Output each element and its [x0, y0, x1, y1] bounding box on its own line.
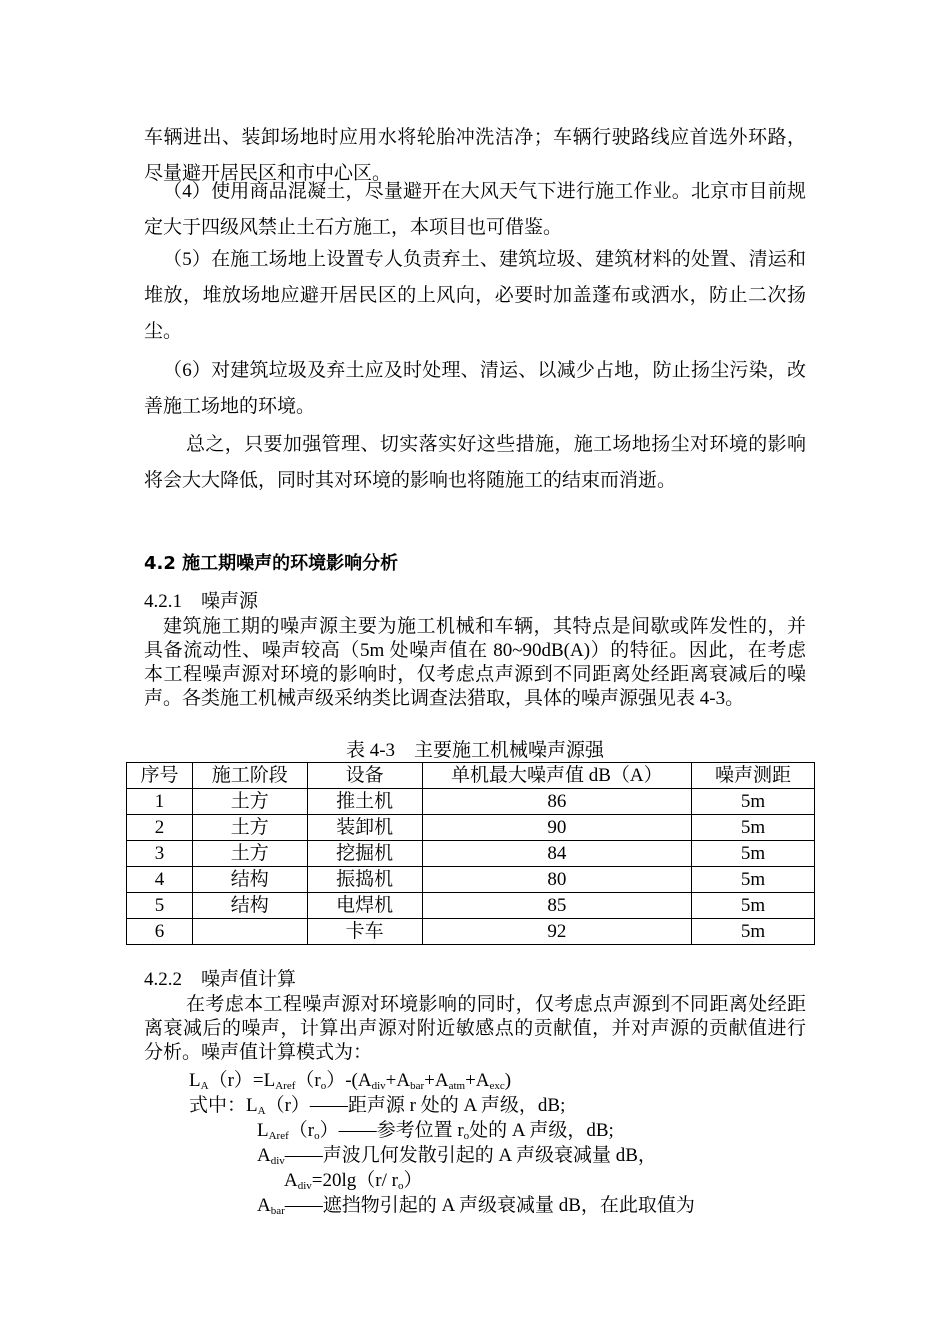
table-cell: 土方 [192, 789, 307, 815]
table-cell: 86 [422, 789, 692, 815]
paragraph-wheel-washing: 车辆进出、装卸场地时应用水将轮胎冲洗洁净；车辆行驶路线应首选外环路，尽量避开居民区和市中心区。 [144, 127, 806, 184]
table-cell: 1 [127, 789, 193, 815]
table-cell: 80 [422, 867, 692, 893]
table-caption: 表 4-3 主要施工机械噪声源强 [345, 740, 605, 761]
table-row [127, 919, 815, 945]
table-cell [192, 919, 307, 945]
formula-definition-la: 式中：$L_A(r)——$距声源 r 处的 A 声级，dB; [189, 1095, 566, 1117]
section-heading: 4.2 施工期噪声的环境影响分析 [144, 553, 399, 574]
table-cell: 装卸机 [307, 815, 422, 841]
table-cell: 85 [422, 893, 692, 919]
table-cell: 结构 [192, 867, 307, 893]
formula-main: $L_A(r)=L_{Aref}(r_o)-(A_{div}+A_{bar}+A_{atm}+A_{exc})$ [189, 1070, 512, 1092]
table-cell: 5m [692, 841, 815, 867]
header-cell: 施工阶段 [192, 763, 307, 789]
table-cell: 卡车 [307, 919, 422, 945]
table-header-row [127, 763, 815, 789]
formula-definition-laref: $L_{Aref}(r_o)——$参考位置 $r_o$处的 A 声级，dB; [257, 1120, 614, 1142]
table-cell: 5m [692, 919, 815, 945]
paragraph-waste-handling: （5）在施工场地上设置专人负责弃土、建筑垃圾、建筑材料的处置、清运和堆放，堆放场地应避开居民区的上风向，必要时加盖蓬布或洒水，防止二次扬尘。 [144, 249, 806, 342]
table-cell: 结构 [192, 893, 307, 919]
table-cell: 土方 [192, 815, 307, 841]
table-cell: 6 [127, 919, 193, 945]
table-cell: 2 [127, 815, 193, 841]
formula-definition-abar: $A_{bar}——$遮挡物引起的 A 声级衰减量 dB，在此取值为 [257, 1195, 695, 1217]
table-cell: 挖掘机 [307, 841, 422, 867]
table-cell: 5 [127, 893, 193, 919]
header-cell: 噪声测距 [692, 763, 815, 789]
table-cell: 92 [422, 919, 692, 945]
noise-source-table [126, 762, 815, 945]
table-cell: 电焊机 [307, 893, 422, 919]
table-cell: 84 [422, 841, 692, 867]
paragraph-noise-source: 建筑施工期的噪声源主要为施工机械和车辆，其特点是间歇或阵发性的，并具备流动性、噪声较高（5m 处噪声值在 80~90dB(A)）的特征。因此，在考虑本工程噪声源对环境的影响时，仅考虑点声源到不同距离处经距离衰减后的噪声。各类施工机械声级采纳类比调查法猎取，具体的噪声源强见表 4-3。 [144, 616, 806, 709]
table-row [127, 841, 815, 867]
table-cell: 5m [692, 867, 815, 893]
header-cell: 序号 [127, 763, 193, 789]
table-row [127, 893, 815, 919]
table-cell: 4 [127, 867, 193, 893]
header-cell: 设备 [307, 763, 422, 789]
table-cell: 5m [692, 893, 815, 919]
table-row [127, 867, 815, 893]
header-cell: 单机最大噪声值 dB（A） [422, 763, 692, 789]
table-cell: 土方 [192, 841, 307, 867]
paragraph-commercial-concrete: （4）使用商品混凝土，尽量避开在大风天气下进行施工作业。北京市目前规定大于四级风禁止土石方施工，本项目也可借鉴。 [144, 181, 806, 238]
paragraph-summary: 总之，只要加强管理、切实落实好这些措施，施工场地扬尘对环境的影响将会大大降低，同时其对环境的影响也将随施工的结束而消逝。 [144, 434, 806, 491]
table-cell: 5m [692, 789, 815, 815]
table-cell: 3 [127, 841, 193, 867]
table-cell: 推土机 [307, 789, 422, 815]
table-cell: 90 [422, 815, 692, 841]
paragraph-noise-calc: 在考虑本工程噪声源对环境影响的同时，仅考虑点声源到不同距离处经距离衰减后的噪声，计算出声源对附近敏感点的贡献值，并对声源的贡献值进行分析。噪声值计算模式为： [144, 994, 806, 1063]
formula-definition-adiv: $A_{div}——$声波几何发散引起的 A 声级衰减量 dB， [257, 1145, 657, 1167]
table-row [127, 815, 815, 841]
paragraph-timely-disposal: （6）对建筑垃圾及弃土应及时处理、清运、以减少占地，防止扬尘污染，改善施工场地的环境。 [144, 360, 806, 417]
subsection-heading-noise-source: 4.2.1 噪声源 [144, 591, 259, 612]
table-cell: 振捣机 [307, 867, 422, 893]
table-cell: 5m [692, 815, 815, 841]
formula-adiv-equation: $A_{div}=20\lg(r/$ $r_o$） [284, 1170, 423, 1192]
table-row [127, 789, 815, 815]
subsection-heading-noise-calc: 4.2.2 噪声值计算 [144, 969, 297, 990]
